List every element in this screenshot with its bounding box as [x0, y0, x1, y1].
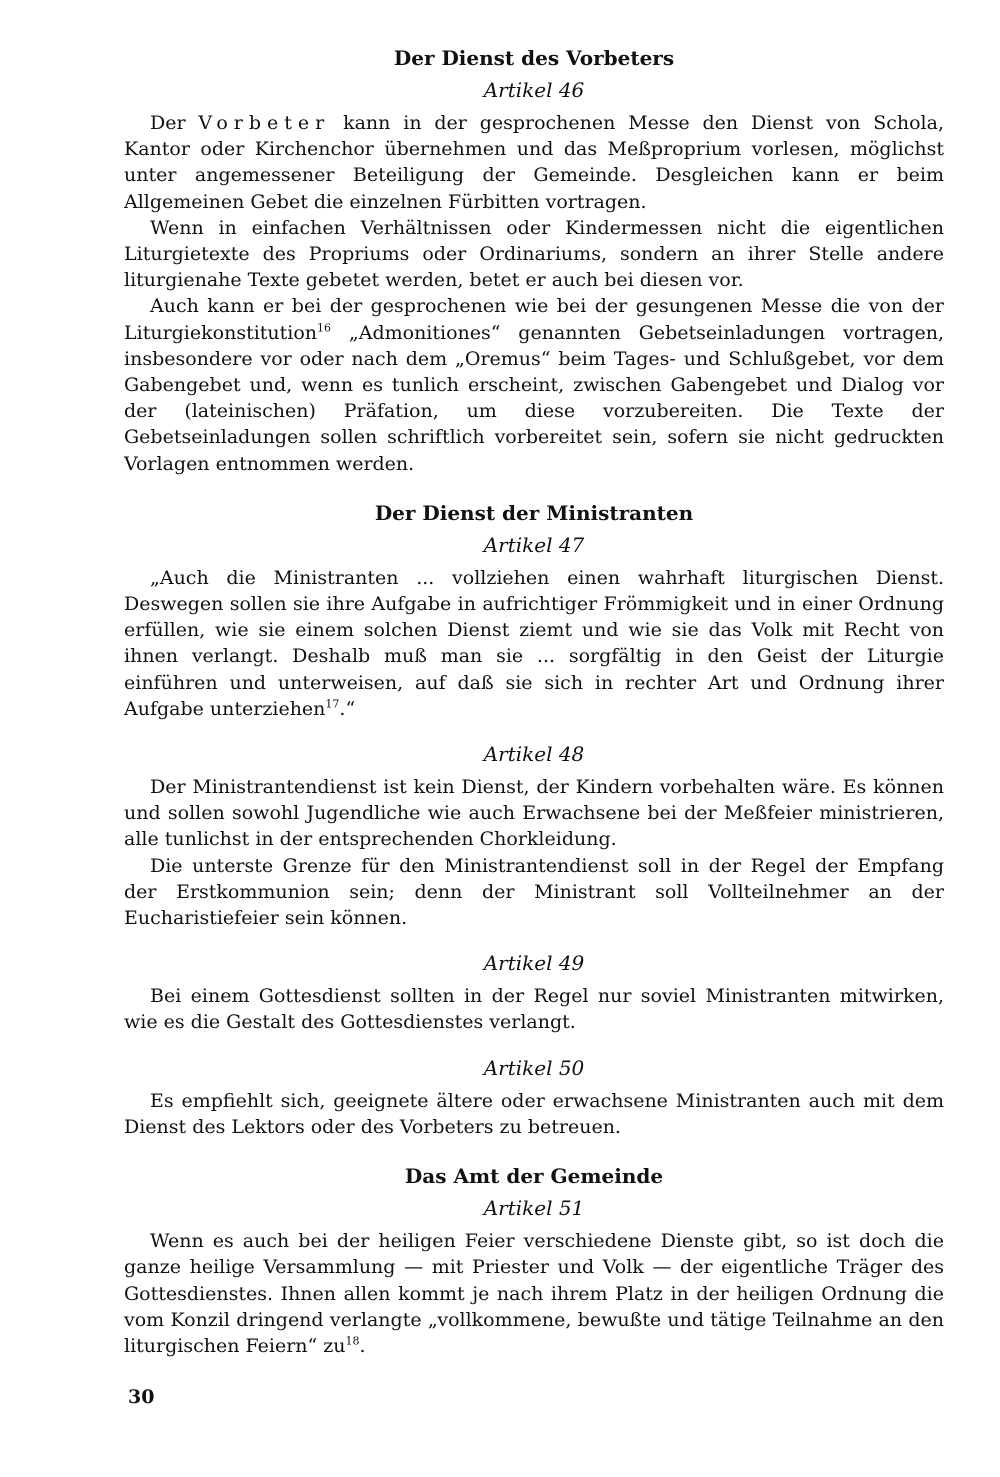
artikel-47-label: Artikel 47: [483, 532, 585, 557]
text-run: „Auch die Ministranten ... vollziehen einen wahrhaft liturgischen Dienst. Deswegen sollen sie ihre Aufgabe in aufrichtiger Frömmigkeit und in einer Ordnung erfüllen, wie sie einem solchen Dienst ziemt und wie sie das Volk mit Recht von ihnen verlangt. Deshalb muß man sie ... sorgfältig in den Geist der Liturgie einführen und unterweisen, auf daß sie sich in rechter Art und Ordnung ihrer Aufgabe unterziehen: [124, 566, 944, 720]
paragraph: Es empfiehlt sich, geeignete ältere oder erwachsene Ministranten auch mit dem Dienst des Lektors oder des Vorbeters zu betreuen.: [124, 1089, 944, 1138]
spaced-term: Vorbeter: [198, 112, 331, 134]
text-run: kann in der gesprochenen Messe den Dienst von Schola, Kantor oder Kirchenchor übernehmen und das Meßproprium vorlesen, möglichst unter angemessener Beteiligung der Gemeinde. Desgleichen kann er beim Allgemeinen Gebet die einzelnen Fürbitten vortragen.: [124, 112, 944, 213]
paragraph: [124, 293, 944, 476]
paragraph: [124, 110, 944, 215]
artikel-48-label: Artikel 48: [483, 742, 585, 767]
artikel-51-label: Artikel 51: [483, 1196, 585, 1221]
text-run: Auch kann er bei der gesprochenen wie bei der gesungenen Messe die von der Liturgiekonstitution: [124, 295, 944, 344]
paragraph: Bei einem Gottesdienst sollten in der Regel nur soviel Ministranten mitwirken, wie es die Gestalt des Gottesdienstes verlangt.: [124, 985, 944, 1034]
paragraph: Der Ministrantendienst ist kein Dienst, der Kindern vorbehalten wäre. Es können und sollen sowohl Jugendliche wie auch Erwachsene bei der Meßfeier ministrieren, alle tunlichst in der entsprechenden Chorkleidung.: [124, 776, 944, 851]
artikel-49-label: Artikel 49: [483, 951, 585, 976]
text-run: .: [359, 1334, 366, 1357]
section-heading-ministranten: Der Dienst der Ministranten: [374, 500, 694, 525]
text-run: Wenn es auch bei der heiligen Feier verschiedene Dienste gibt, so ist doch die ganze heilige Versammlung — mit Priester und Volk — der eigentliche Träger des Gottesdienstes. Ihnen allen kommt je nach ihrem Platz in der heiligen Ordnung die vom Konzil dringend verlangte „vollkommene, bewußte und tätige Teilnahme an den liturgischen Feiern“ zu: [124, 1230, 944, 1357]
text-run: „Admonitiones“ genannten Gebetseinladungen vortragen, insbesondere vor oder nach dem „Oremus“ beim Tages- und Schlußgebet, vor dem Gabengebet und, wenn es tunlich erscheint, zwischen Gabengebet und Dialog vor der (lateinischen) Präfation, um diese vorzubereiten. Die Texte der Gebetseinladungen sollen schriftlich vorbereitet sein, sofern sie nicht gedruckten Vorlagen entnommen werden.: [124, 321, 944, 475]
paragraph: [124, 1228, 944, 1359]
footnote-marker: 17: [325, 697, 340, 711]
section-heading-vorbeter: Der Dienst des Vorbeters: [393, 46, 675, 70]
page-number: 30: [128, 1386, 155, 1408]
section-heading-gemeinde: Das Amt der Gemeinde: [404, 1164, 664, 1189]
text-run: .“: [339, 697, 356, 720]
paragraph: Wenn in einfachen Verhältnissen oder Kindermessen nicht die eigentlichen Liturgietexte des Propriums oder Ordinariums, sondern an ihrer Stelle andere liturgienahe Texte gebetet werden, betet er auch bei diesen vor.: [124, 216, 944, 292]
paragraph: Die unterste Grenze für den Ministrantendienst soll in der Regel der Empfang der Erstkommunion sein; denn der Ministrant soll Vollteilnehmer an der Eucharistiefeier sein können.: [124, 854, 944, 930]
footnote-marker: 16: [317, 321, 332, 335]
paragraph: [124, 565, 944, 722]
footnote-marker: 18: [345, 1334, 360, 1348]
text-run: Der: [150, 112, 199, 134]
artikel-50-label: Artikel 50: [483, 1055, 585, 1080]
artikel-46-label: Artikel 46: [483, 78, 585, 102]
